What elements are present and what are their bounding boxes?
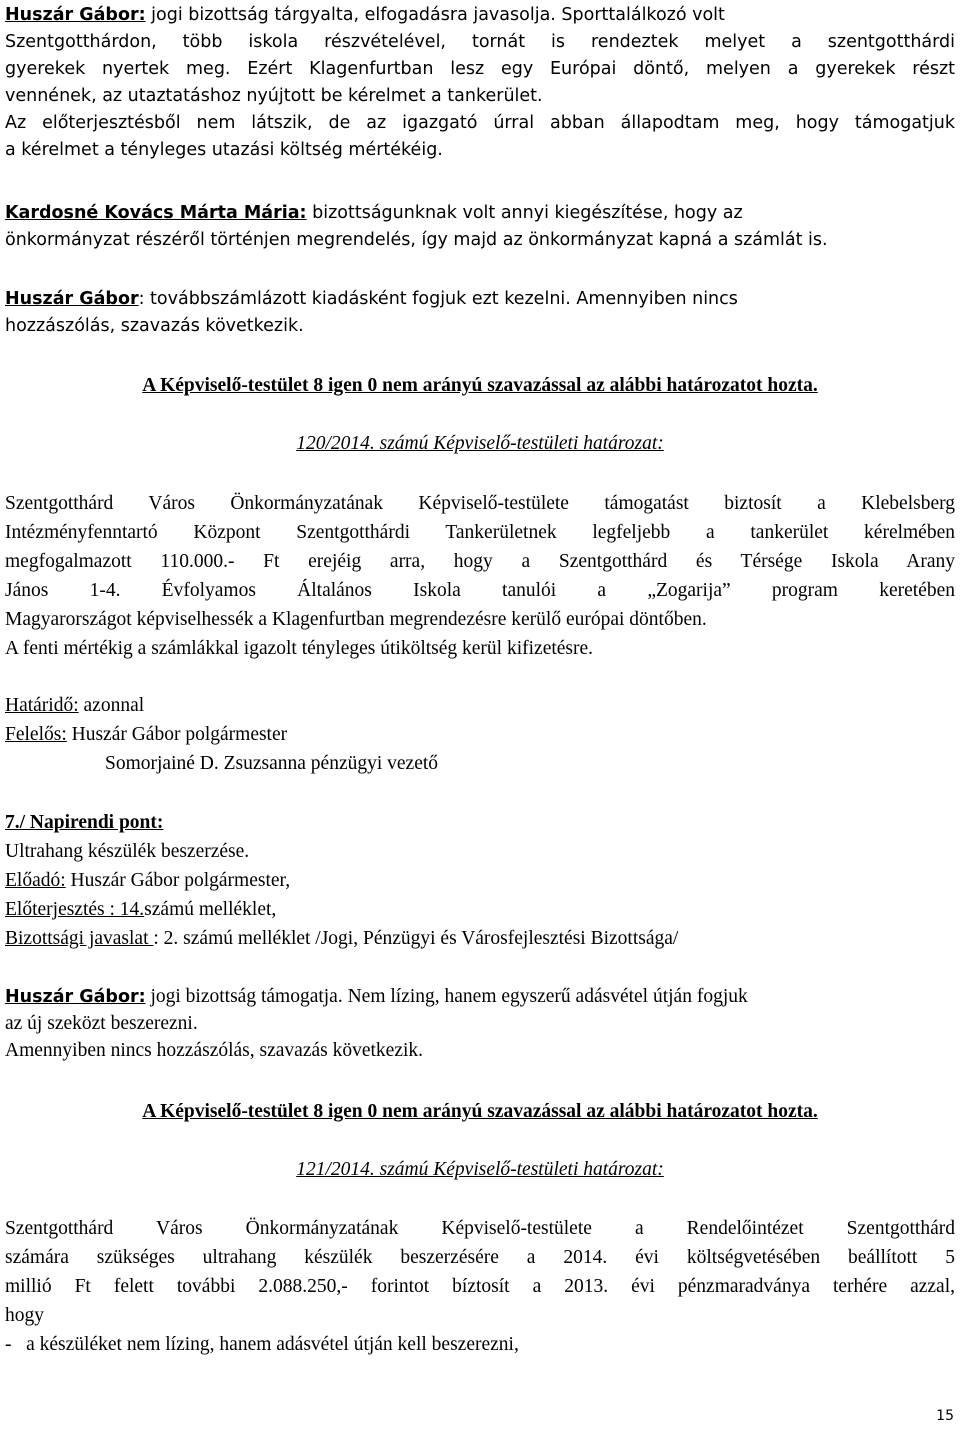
presenter-label: Előadó: [5,870,66,891]
agenda-item-7 [5,808,955,953]
presenter-value: Huszár Gábor polgármester, [65,870,291,891]
speaker-name: Huszár Gábor: [5,987,146,1007]
resolution-body-120: Szentgotthárd Város Önkormányzatának Képviselő-testülete támogatást biztosít a Klebelsberg Intézményfenntartó Központ Szentgotthárdi Tankerületnek legfeljebb a tankerület kérelmében megfogalmazott 110.000.- Ft erejéig arra, hogy a Szentgotthárd és Térsége Iskola Arany János 1-4. Évfolyamos Általános Iskola tanulói a „Zogarija” program keretében Magyarországot képviselhessék a Klagenfurtban megrendezésre kerülő európai döntőben. A fenti mértékig a számlákkal igazolt tényleges útiköltség kerül kifizetésre. [5,493,955,659]
agenda-title: 7./ Napirendi pont: [5,812,164,833]
resolution-meta-120 [5,691,955,778]
list-item: - a készüléket nem lízing, hanem adásvétel útján kell beszerezni, [5,1334,519,1355]
paragraph-kardosne: Kardosné Kovács Márta Mária: bizottságunknak volt annyi kiegészítése, hogy az önkormányzat részéről történjen megrendelés, így majd az önkormányzat kapná a számlát is. [5,203,828,250]
agenda-subject: Ultrahang készülék beszerzése. [5,841,250,862]
speaker-name: Huszár Gábor [5,289,139,309]
speaker-name: Kardosné Kovács Márta Mária: [5,203,307,223]
deadline-label: Határidő: [5,695,79,716]
vote-result-2: A Képviselő-testület 8 igen 0 nem arányú szavazással az alábbi határozatot hozta. [142,1101,818,1122]
resolution-title-120: 120/2014. számú Képviselő-testületi határozat: [296,433,664,454]
paragraph-huszar-1: Huszár Gábor: jogi bizottság tárgyalta, elfogadásra javasolja. Sporttalálkozó volt Szentgotthárdon, több iskola részvételével, tornát is rendeztek melyet a szentgotthárdi gyerekek nyertek meg. Ezért Klagenfurtban lesz egy Európai döntő, melyen a gyerekek részt vennének, az utaztatáshoz nyújtott be kérelmet a tankerület. Az előterjesztésből nem látszik, de az igazgató úrral abban állapodtam meg, hogy támogatjuk a kérelmet a tényleges utazási költség mértékéig. [5,5,955,160]
page-number: 15 [936,1408,954,1424]
proposal-label: Előterjesztés : 14. [5,899,145,920]
deadline-value: azonnal [78,695,145,716]
responsible-value-2: Somorjainé D. Zsuzsanna pénzügyi vezető [105,753,439,774]
paragraph-huszar-2: Huszár Gábor: továbbszámlázott kiadásként fogjuk ezt kezelni. Amennyiben nincs hozzászólás, szavazás következik. [5,289,738,336]
responsible-label: Felelős: [5,724,67,745]
vote-result-1: A Képviselő-testület 8 igen 0 nem arányú szavazással az alábbi határozatot hozta. [142,375,818,396]
committee-value: : 2. számú melléklet /Jogi, Pénzügyi és Városfejlesztési Bizottsága/ [153,928,679,949]
resolution-body-121: Szentgotthárd Város Önkormányzatának Képviselő-testülete a Rendelőintézet Szentgotthárd számára szükséges ultrahang készülék beszerzésére a 2014. évi költségvetésében beállított 5 millió Ft felett további 2.088.250,- forintot bíztosít a 2013. évi pénzmaradványa terhére azzal, hogy - a készüléket nem lízing, hanem adásvétel útján kell beszerezni, [5,1214,955,1359]
speaker-name: Huszár Gábor: [5,5,146,25]
committee-label: Bizottsági javaslat [5,928,154,949]
paragraph-huszar-3: Huszár Gábor: jogi bizottság támogatja. Nem lízing, hanem egyszerű adásvétel útján fogjuk az új szeközt beszerezni. Amennyiben nincs hozzászólás, szavazás következik. [5,986,748,1061]
resolution-title-121: 121/2014. számú Képviselő-testületi határozat: [296,1159,664,1180]
responsible-value: Huszár Gábor polgármester [66,724,288,745]
proposal-value: számú melléklet, [144,899,277,920]
